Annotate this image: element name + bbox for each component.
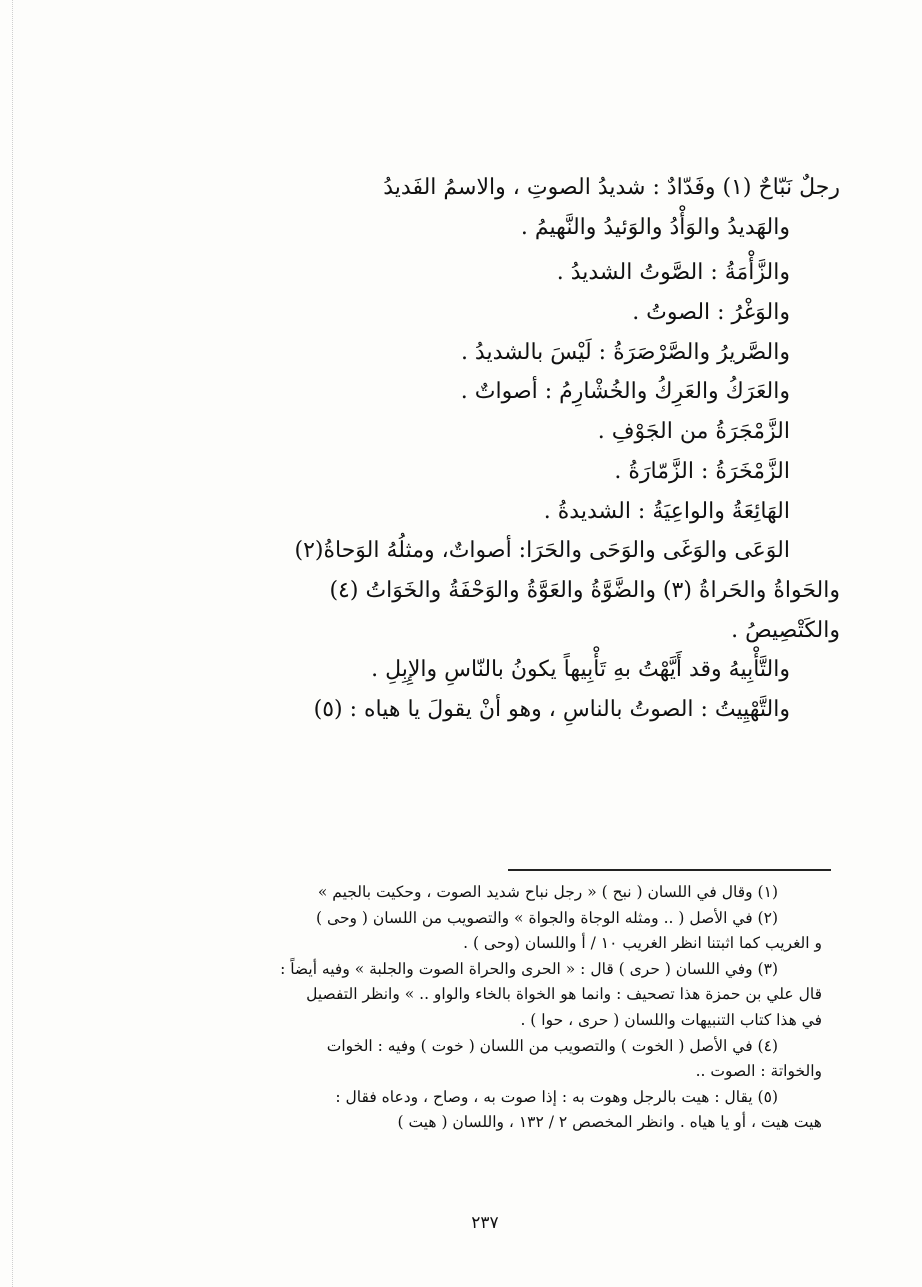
main-line-8: الزَّمْخَرَةُ : الزَّمّارَةُ .	[614, 458, 790, 484]
footnote-line-6: في هذا كتاب التنبيهات واللسان ( حرى ، حوا ) .	[520, 1010, 822, 1029]
footnote-line-8: والخواتة : الصوت ..	[695, 1062, 822, 1081]
main-line-12: والكَتْصِيصُ .	[731, 617, 840, 643]
footnote-line-7: (٤) في الأصل ( الخوت ) والتصويب من اللسان ( خوت ) وفيه : الخوات	[326, 1036, 778, 1055]
footnote-line-4: (٣) وفي اللسان ( حرى ) قال : « الحرى والحراة الصوت والجلبة » وفيه أيضاً :	[280, 959, 778, 978]
footnote-line-2: (٢) في الأصل ( .. ومثله الوجاة والجواة » والتصويب من اللسان ( وحى )	[316, 908, 778, 927]
main-line-10: الوَعَى والوَغَى والوَحَى والحَرَا: أصواتٌ، ومثلُهُ الوَحاةُ(٢)	[294, 538, 790, 564]
main-line-3: والزَّأْمَةُ : الصَّوتُ الشديدُ .	[556, 260, 790, 286]
footnote-line-5: قال علي بن حمزة هذا تصحيف : وانما هو الخواة بالخاء والواو .. » وانظر التفصيل	[306, 985, 822, 1004]
footnote-line-9: (٥) يقال : هيت بالرجل وهوت به : إذا صوت به ، وصاح ، ودعاه فقال :	[335, 1087, 778, 1106]
main-line-1: رجلٌ نَبّاحٌ (١) وفَدّادٌ : شديدُ الصوتِ ، والاسمُ الفَديدُ	[383, 175, 840, 200]
main-line-4: والوَغْرُ : الصوتُ .	[632, 300, 790, 326]
main-line-6: والعَرَكُ والعَرِكُ والخُشْارِمُ : أصواتٌ .	[460, 379, 790, 405]
footnote-line-1: (١) وقال في اللسان ( نبح ) « رجل نباح شديد الصوت ، وحكيت بالجيم »	[317, 883, 778, 901]
main-text	[200, 168, 840, 730]
main-line-7: الزَّمْجَرَةُ من الجَوْفِ .	[597, 419, 790, 445]
footnotes	[208, 880, 822, 1136]
main-line-14: والتَّهْيِيتُ : الصوتُ بالناسِ ، وهو أنْ يقولَ يا هياه : (٥)	[313, 696, 790, 722]
main-line-5: والصَّريرُ والصَّرْصَرَةُ : لَيْسَ بالشديدُ .	[460, 339, 790, 365]
page-number: ٢٣٧	[471, 1213, 499, 1233]
footnote-line-3: و الغريب كما اثبتنا انظر الغريب ١٠ / أ واللسان (وحى ) .	[463, 934, 822, 953]
main-line-13: والتَّأْبِيهُ وقد أَيَّهْتُ بهِ تَأْبِيهاً يكونُ بالنّاسِ والإِبِلِ .	[371, 657, 790, 683]
footnote-line-10: هيت هيت ، أو يا هياه . وانظر المخصص ٢ / ١٣٢ ، واللسان ( هيت )	[397, 1113, 822, 1132]
main-line-11: والحَواةُ والحَراةُ (٣) والضَّوَّةُ والعَوَّةُ والوَحْفَةُ والخَوَاتُ (٤)	[329, 577, 840, 603]
main-line-9: الهَائِعَةُ والواعِيَةُ : الشديدةُ .	[543, 498, 790, 524]
footnote-separator	[508, 869, 831, 871]
scan-edge	[12, 0, 21, 1287]
main-line-2: والهَديدُ والوَأْدُ والوَئيدُ والنَّهيمُ .	[520, 214, 790, 240]
